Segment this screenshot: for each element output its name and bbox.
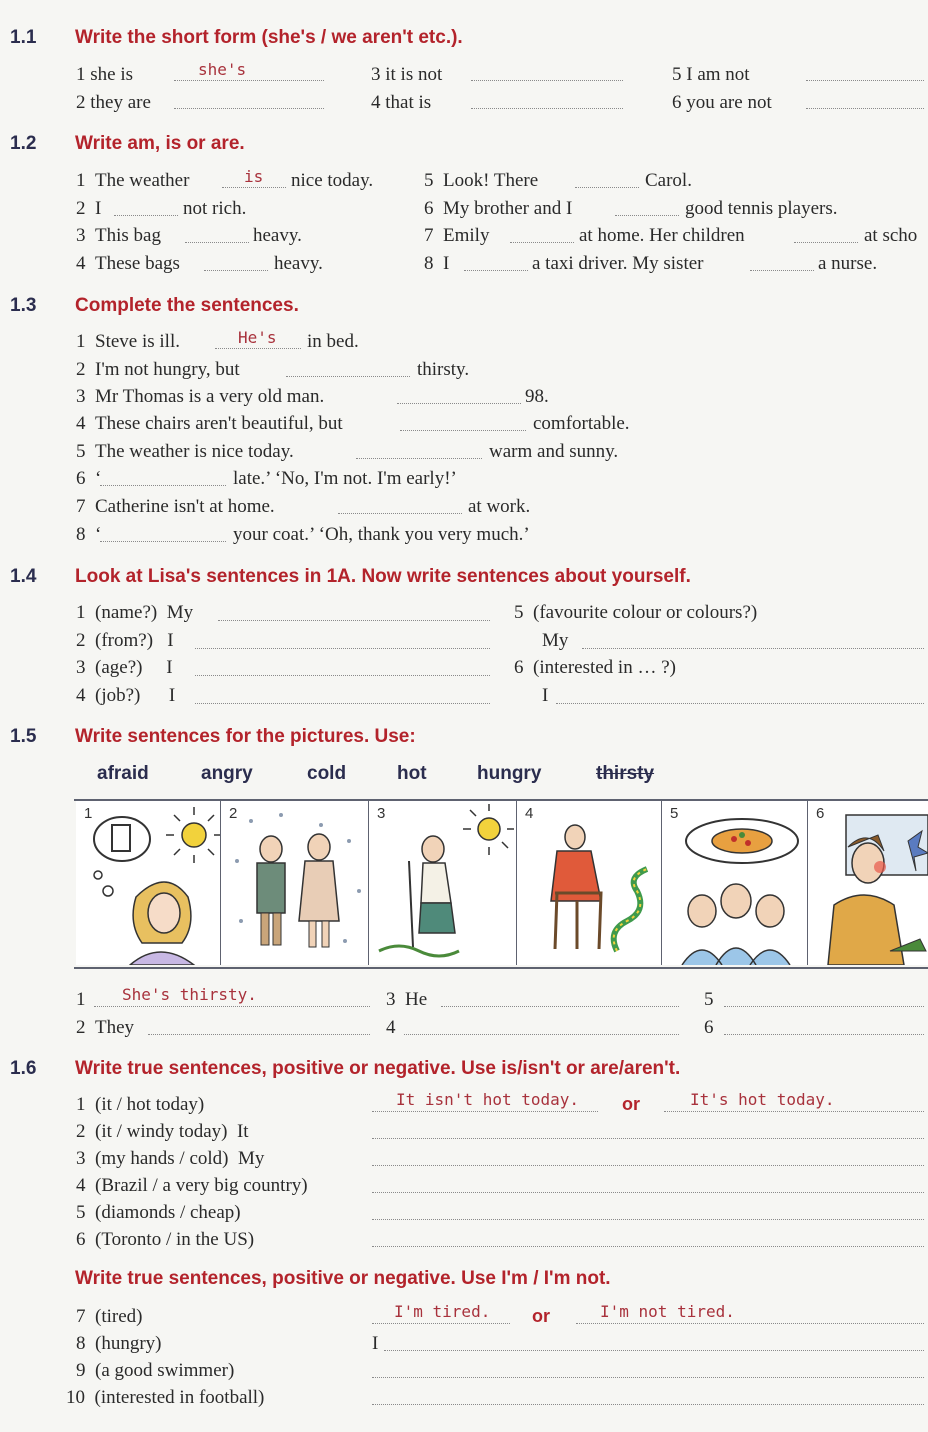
ex-1-3-item-4-end: comfortable. — [533, 413, 630, 434]
word-box-item-used: thirsty — [596, 763, 655, 784]
answer-line[interactable] — [222, 187, 286, 188]
answer-line[interactable] — [338, 513, 462, 514]
ex-1-2-item-7: 7 Emily — [424, 225, 490, 246]
section-number-1-3: 1.3 — [10, 295, 37, 316]
ex-1-3-item-2-end: thirsty. — [417, 359, 470, 380]
answer-line[interactable] — [356, 458, 482, 459]
picture-number: 6 — [816, 805, 825, 822]
ex-1-6-item-1: 1 (it / hot today) — [76, 1094, 205, 1115]
answer-line[interactable] — [724, 1034, 924, 1035]
answer-line[interactable] — [195, 675, 490, 676]
ex-1-4-item-5-line: My — [542, 630, 569, 651]
answer-line[interactable] — [372, 1192, 924, 1193]
answer-line[interactable] — [372, 1219, 924, 1220]
ex-1-1-item-2: 2 they are — [76, 92, 151, 113]
answer-line[interactable] — [404, 1034, 679, 1035]
ex-1-2-item-4: 4 These bags — [76, 253, 180, 274]
afraid-man-illustration — [517, 801, 661, 965]
answer-line[interactable] — [195, 703, 490, 704]
picture-number: 4 — [525, 805, 534, 822]
ex-1-2-item-6: 6 My brother and I — [424, 198, 573, 219]
instruction-1-6-part-2: Write true sentences, positive or negative. Use I'm / I'm not. — [75, 1268, 611, 1289]
ex-1-5-item-6: 6 — [704, 1017, 714, 1038]
ex-1-6-item-4: 4 (Brazil / a very big country) — [76, 1175, 308, 1196]
answer-line[interactable] — [471, 108, 623, 109]
answer-line[interactable] — [372, 1165, 924, 1166]
instruction-1-5: Write sentences for the pictures. Use: — [75, 726, 416, 747]
hot-man-illustration — [369, 801, 516, 965]
word-box-item: cold — [307, 763, 347, 784]
handwritten-answer: she's — [198, 60, 247, 79]
section-number-1-4: 1.4 — [10, 566, 37, 587]
ex-1-6-item-8: 8 (hungry) — [76, 1333, 162, 1354]
picture-3 — [369, 801, 517, 965]
cold-people-illustration — [221, 801, 368, 965]
ex-1-3-item-5-end: warm and sunny. — [489, 441, 619, 462]
angry-woman-illustration — [808, 801, 928, 965]
ex-1-6-item-9: 9 (a good swimmer) — [76, 1360, 235, 1381]
ex-1-4-item-4: 4 (job?) I — [76, 685, 176, 706]
ex-1-2-item-8-mid: a taxi driver. My sister — [532, 253, 704, 274]
ex-1-3-item-1-end: in bed. — [307, 331, 359, 352]
handwritten-answer: is — [244, 167, 264, 186]
answer-line[interactable] — [372, 1377, 924, 1378]
handwritten-answer: I'm tired. — [394, 1302, 491, 1321]
thirsty-woman-illustration — [76, 801, 220, 965]
handwritten-answer: He's — [238, 328, 277, 347]
ex-1-1-item-1: 1 she is — [76, 64, 133, 85]
picture-1 — [76, 801, 221, 965]
answer-line[interactable] — [218, 620, 490, 621]
ex-1-3-item-5: 5 The weather is nice today. — [76, 441, 294, 462]
answer-line[interactable] — [195, 648, 490, 649]
answer-line[interactable] — [204, 270, 268, 271]
handwritten-answer: She's thirsty. — [122, 985, 257, 1004]
handwritten-answer: It's hot today. — [690, 1090, 835, 1109]
instruction-1-6: Write true sentences, positive or negative. Use is/isn't or are/aren't. — [75, 1058, 681, 1079]
answer-line[interactable] — [471, 80, 623, 81]
handwritten-answer: I'm not tired. — [600, 1302, 735, 1321]
ex-1-5-item-5: 5 — [704, 989, 714, 1010]
ex-1-2-item-7-end: at scho — [864, 225, 918, 246]
instruction-1-3: Complete the sentences. — [75, 295, 299, 316]
answer-line[interactable] — [794, 242, 858, 243]
answer-line[interactable] — [615, 215, 679, 216]
picture-6 — [808, 801, 928, 965]
ex-1-2-item-4-end: heavy. — [274, 253, 323, 274]
ex-1-5-item-4: 4 — [386, 1017, 396, 1038]
word-box-item: angry — [201, 763, 253, 784]
ex-1-2-item-6-end: good tennis players. — [685, 198, 838, 219]
answer-line[interactable] — [575, 187, 639, 188]
ex-1-6-item-6: 6 (Toronto / in the US) — [76, 1229, 255, 1250]
word-box-item: hot — [397, 763, 427, 784]
ex-1-2-item-5: 5 Look! There — [424, 170, 539, 191]
ex-1-3-item-1: 1 Steve is ill. — [76, 331, 180, 352]
ex-1-3-item-6: 6 ‘ — [76, 468, 102, 489]
picture-number: 5 — [670, 805, 679, 822]
instruction-1-1: Write the short form (she's / we aren't etc.). — [75, 27, 463, 48]
answer-line[interactable] — [215, 348, 301, 349]
section-number-1-6: 1.6 — [10, 1058, 37, 1079]
ex-1-6-item-3: 3 (my hands / cold) My — [76, 1148, 265, 1169]
ex-1-3-item-2: 2 I'm not hungry, but — [76, 359, 240, 380]
answer-line[interactable] — [372, 1111, 598, 1112]
answer-line[interactable] — [441, 1006, 679, 1007]
ex-1-2-item-1: 1 The weather — [76, 170, 190, 191]
ex-1-1-item-4: 4 that is — [371, 92, 432, 113]
answer-line[interactable] — [174, 108, 324, 109]
ex-1-3-item-7: 7 Catherine isn't at home. — [76, 496, 275, 517]
word-box-item: hungry — [477, 763, 542, 784]
ex-1-4-item-5: 5 (favourite colour or colours?) — [514, 602, 758, 623]
section-number-1-5: 1.5 — [10, 726, 37, 747]
handwritten-answer: It isn't hot today. — [396, 1090, 580, 1109]
ex-1-6-item-7: 7 (tired) — [76, 1306, 143, 1327]
answer-line[interactable] — [582, 648, 924, 649]
answer-line[interactable] — [100, 541, 226, 542]
ex-1-3-item-8: 8 ‘ — [76, 524, 102, 545]
ex-1-2-item-8: 8 I — [424, 253, 450, 274]
instruction-1-4: Look at Lisa's sentences in 1A. Now write sentences about yourself. — [75, 566, 691, 587]
answer-line[interactable] — [556, 703, 924, 704]
ex-1-4-item-6-line: I — [542, 685, 549, 706]
ex-1-4-item-3: 3 (age?) I — [76, 657, 173, 678]
hungry-people-illustration — [662, 801, 807, 965]
answer-line[interactable] — [464, 270, 528, 271]
ex-1-2-item-8-end: a nurse. — [818, 253, 878, 274]
ex-1-3-item-4: 4 These chairs aren't beautiful, but — [76, 413, 343, 434]
answer-line[interactable] — [664, 1111, 924, 1112]
ex-1-2-item-1-end: nice today. — [291, 170, 374, 191]
ex-1-2-item-7-mid: at home. Her children — [579, 225, 745, 246]
answer-line[interactable] — [384, 1350, 924, 1351]
answer-line[interactable] — [185, 242, 249, 243]
ex-1-5-item-3: 3 He — [386, 989, 428, 1010]
instruction-1-2: Write am, is or are. — [75, 133, 245, 154]
ex-1-2-item-3: 3 This bag — [76, 225, 161, 246]
answer-line[interactable] — [806, 80, 924, 81]
answer-line[interactable] — [576, 1323, 924, 1324]
or-label: or — [622, 1094, 640, 1114]
word-box-item: afraid — [97, 763, 149, 784]
answer-line[interactable] — [400, 430, 526, 431]
answer-line[interactable] — [372, 1404, 924, 1405]
picture-2 — [221, 801, 369, 965]
ex-1-3-item-8-end: your coat.’ ‘Oh, thank you very much.’ — [233, 524, 530, 545]
picture-4 — [517, 801, 662, 965]
picture-number: 1 — [84, 805, 93, 822]
answer-line[interactable] — [372, 1246, 924, 1247]
ex-1-3-item-3-end: 98. — [525, 386, 549, 407]
ex-1-5-item-2: 2 They — [76, 1017, 135, 1038]
picture-5 — [662, 801, 808, 965]
ex-1-3-item-7-end: at work. — [468, 496, 531, 517]
ex-1-2-item-5-end: Carol. — [645, 170, 692, 191]
ex-1-2-item-2: 2 I — [76, 198, 102, 219]
section-number-1-1: 1.1 — [10, 27, 37, 48]
ex-1-3-item-6-end: late.’ ‘No, I'm not. I'm early!’ — [233, 468, 457, 489]
ex-1-1-item-6: 6 you are not — [672, 92, 772, 113]
ex-1-1-item-5: 5 I am not — [672, 64, 750, 85]
ex-1-4-item-6: 6 (interested in … ?) — [514, 657, 676, 678]
ex-1-4-item-2: 2 (from?) I — [76, 630, 174, 651]
answer-line[interactable] — [174, 80, 324, 81]
answer-line[interactable] — [372, 1138, 924, 1139]
answer-line[interactable] — [806, 108, 924, 109]
picture-number: 3 — [377, 805, 386, 822]
ex-1-6-item-10: 10 (interested in football) — [66, 1387, 265, 1408]
answer-line[interactable] — [750, 270, 814, 271]
ex-1-6-item-8-start: I — [372, 1333, 379, 1354]
ex-1-6-item-5: 5 (diamonds / cheap) — [76, 1202, 241, 1223]
section-number-1-2: 1.2 — [10, 133, 37, 154]
ex-1-4-item-1: 1 (name?) My — [76, 602, 194, 623]
answer-line[interactable] — [94, 1006, 370, 1007]
answer-line[interactable] — [724, 1006, 924, 1007]
answer-line[interactable] — [114, 215, 178, 216]
answer-line[interactable] — [148, 1034, 370, 1035]
answer-line[interactable] — [372, 1323, 510, 1324]
answer-line[interactable] — [510, 242, 574, 243]
ex-1-6-item-2: 2 (it / windy today) It — [76, 1121, 249, 1142]
answer-line[interactable] — [397, 403, 521, 404]
answer-line[interactable] — [286, 376, 410, 377]
ex-1-2-item-3-end: heavy. — [253, 225, 302, 246]
or-label: or — [532, 1306, 550, 1326]
answer-line[interactable] — [100, 485, 226, 486]
ex-1-1-item-3: 3 it is not — [371, 64, 443, 85]
ex-1-5-item-1: 1 — [76, 989, 86, 1010]
ex-1-3-item-3: 3 Mr Thomas is a very old man. — [76, 386, 325, 407]
picture-number: 2 — [229, 805, 238, 822]
ex-1-2-item-2-end: not rich. — [183, 198, 247, 219]
